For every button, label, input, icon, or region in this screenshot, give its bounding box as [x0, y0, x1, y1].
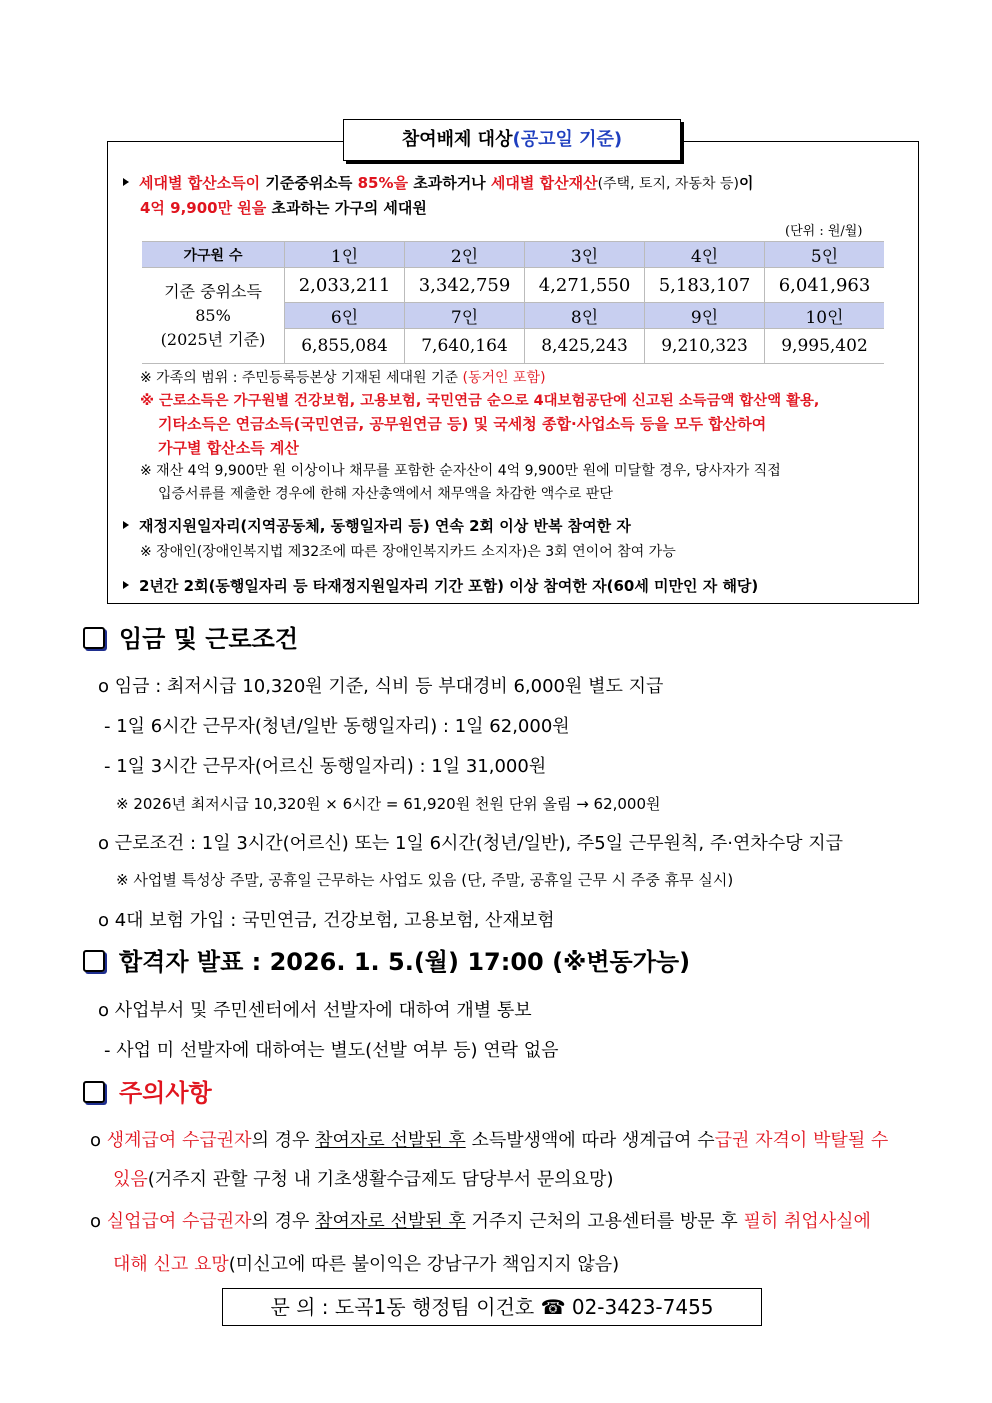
table-head-cell: 10인: [765, 303, 885, 329]
table-head-cell: 8인: [525, 303, 645, 329]
announce-line-1: o 사업부서 및 주민센터에서 선발자에 대하여 개별 통보: [98, 1000, 532, 1021]
checkbox-square-icon: [83, 1081, 105, 1103]
table-value-cell: 9,995,402: [765, 329, 885, 364]
table-head-cell: 2인: [405, 242, 525, 268]
triangle-bullet-icon: [123, 521, 129, 529]
table-head-cell: 4인: [645, 242, 765, 268]
table-head-cell: 9인: [645, 303, 765, 329]
wage-line-4: o 근로조건 : 1일 3시간(어르신) 또는 1일 6시간(청년/일반), 주5일 근무원칙, 주·연차수당 지급: [98, 833, 844, 854]
triangle-bullet-icon: [123, 581, 129, 589]
table-value-cell: 5,183,107: [645, 268, 765, 303]
exclusion-bullet-3: 2년간 2회(동행일자리 등 타재정지원일자리 기간 포함) 이상 참여한 자(60세 미만인 자 해당): [123, 575, 758, 596]
unit-label: (단위 : 원/월): [785, 224, 863, 239]
table-head-cell: 1인: [285, 242, 405, 268]
table-value-cell: 6,855,084: [285, 329, 405, 364]
table-row-label: 기준 중위소득 85% (2025년 기준): [142, 268, 285, 364]
wage-note-2: ※ 사업별 특성상 주말, 공휴일 근무하는 사업도 있음 (단, 주말, 공휴일 근무 시 주중 휴무 실시): [116, 871, 734, 889]
exclusion-title-text: 참여배제 대상: [401, 129, 513, 150]
asset-note-line1: ※ 재산 4억 9,900만 원 이상이나 채무를 포함한 순자산이 4억 9,900만 원에 미달할 경우, 당사자가 직접: [140, 463, 781, 479]
income-note-line3: 가구별 합산소득 계산: [158, 439, 299, 457]
table-value-cell: 2,033,211: [285, 268, 405, 303]
table-value-cell: 9,210,323: [645, 329, 765, 364]
exclusion-bullet-1-line1: 세대별 합산소득이 기준중위소득 85%을 초과하거나 세대별 합산재산(주택, 토지, 자동차 등)이: [123, 172, 753, 193]
table-value-cell: 3,342,759: [405, 268, 525, 303]
caution-item-2-line2: 대해 신고 요망(미신고에 따른 불이익은 강남구가 책임지지 않음): [113, 1254, 620, 1275]
family-scope-note: ※ 가족의 범위 : 주민등록등본상 기재된 세대원 기준 (동거인 포함): [140, 370, 546, 386]
disability-note: ※ 장애인(장애인복지법 제32조에 따른 장애인복지카드 소지자)은 3회 연이어 참여 가능: [140, 544, 676, 560]
announce-heading: 합격자 발표 : 2026. 1. 5.(월) 17:00 (※변동가능): [83, 942, 690, 977]
wage-note-1: ※ 2026년 최저시급 10,320원 × 6시간 = 61,920원 천원 단위 올림 → 62,000원: [116, 795, 661, 813]
table-head-cell: 7인: [405, 303, 525, 329]
exclusion-bullet-1-line2: 4억 9,900만 원을 초과하는 가구의 세대원: [140, 199, 427, 217]
table-head-cell: 6인: [285, 303, 405, 329]
wage-line-2: - 1일 6시간 근무자(청년/일반 동행일자리) : 1일 62,000원: [104, 716, 570, 737]
checkbox-square-icon: [83, 627, 105, 649]
triangle-bullet-icon: [123, 178, 129, 186]
exclusion-title-paren: (공고일 기준): [512, 129, 623, 150]
caution-item-1-line1: o 생계급여 수급권자의 경우 참여자로 선발된 후 소득발생액에 따라 생계급여 수급권 자격이 박탈될 수: [90, 1130, 889, 1151]
exclusion-title: [343, 119, 681, 161]
asset-note-line2: 입증서류를 제출한 경우에 한해 자산총액에서 채무액을 차감한 액수로 판단: [158, 486, 613, 502]
table-value-cell: 8,425,243: [525, 329, 645, 364]
table-value-cell: 4,271,550: [525, 268, 645, 303]
caution-item-1-line2: 있음(거주지 관할 구청 내 기초생활수급제도 담당부서 문의요망): [113, 1169, 614, 1190]
table-header-label: 가구원 수: [142, 242, 285, 268]
announce-line-2: - 사업 미 선발자에 대하여는 별도(선발 여부 등) 연락 없음: [104, 1040, 559, 1061]
table-value-cell: 7,640,164: [405, 329, 525, 364]
wage-line-1: o 임금 : 최저시급 10,320원 기준, 식비 등 부대경비 6,000원 별도 지급: [98, 676, 664, 697]
exclusion-bullet-2: 재정지원일자리(지역공동체, 동행일자리 등) 연속 2회 이상 반복 참여한 자: [123, 515, 631, 536]
checkbox-square-icon: [83, 950, 105, 972]
caution-item-2-line1: o 실업급여 수급권자의 경우 참여자로 선발된 후 거주지 근처의 고용센터를 방문 후 필히 취업사실에: [90, 1211, 871, 1232]
table-value-cell: 6,041,963: [765, 268, 885, 303]
income-table: [142, 241, 884, 364]
table-head-cell: 5인: [765, 242, 885, 268]
wage-heading: 임금 및 근로조건: [83, 619, 298, 654]
wage-line-5: o 4대 보험 가입 : 국민연금, 건강보험, 고용보험, 산재보험: [98, 910, 555, 931]
caution-heading: 주의사항: [83, 1073, 212, 1108]
inquiry-box: 문 의 : 도곡1동 행정팀 이건호 ☎ 02-3423-7455: [222, 1288, 762, 1326]
table-head-cell: 3인: [525, 242, 645, 268]
wage-line-3: - 1일 3시간 근무자(어르신 동행일자리) : 1일 31,000원: [104, 756, 547, 777]
income-note-line1: ※ 근로소득은 가구원별 건강보험, 고용보험, 국민연금 순으로 4대보험공단에 신고된 소득금액 합산액 활용,: [140, 393, 820, 409]
income-note-line2: 기타소득은 연금소득(국민연금, 공무원연금 등) 및 국세청 종합·사업소득 등을 모두 합산하여: [158, 415, 767, 433]
